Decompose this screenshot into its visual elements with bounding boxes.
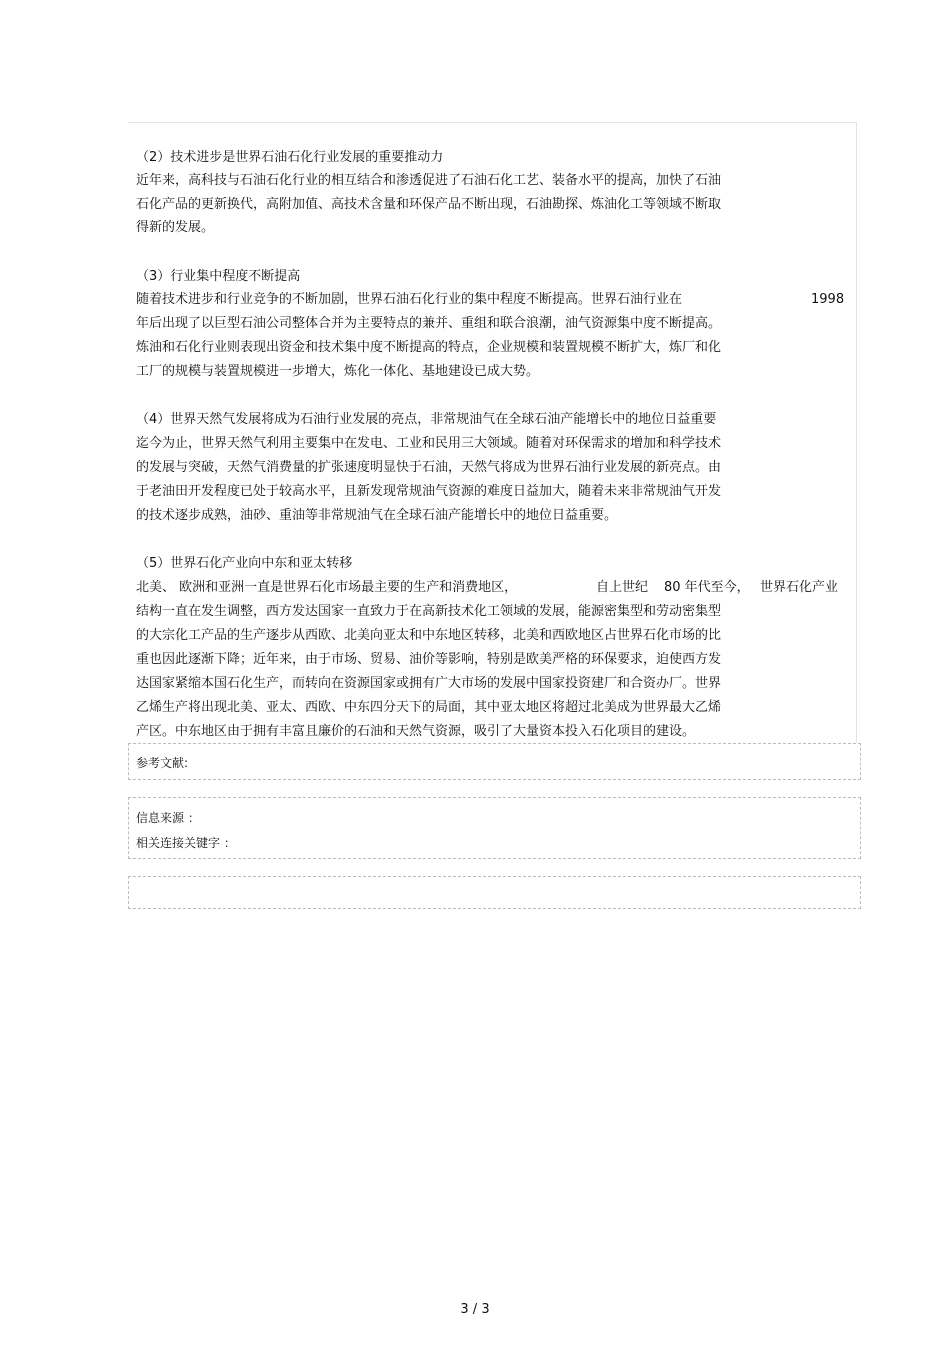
paragraph-line: 重也因此逐渐下降；近年来，由于市场、贸易、油价等影响，特别是欧美严格的环保要求，迫使西方发 <box>136 652 722 667</box>
paragraph-line: 北美、 欧洲和亚洲一直是世界石化市场最主要的生产和消费地区， <box>136 580 518 595</box>
references-label: 参考文献: <box>136 756 189 770</box>
paragraph-line: 的技术逐步成熟，油砂、重油等非常规油气在全球石油产能增长中的地位日益重要。 <box>136 508 618 523</box>
info-source-label: 信息来源 ： <box>136 811 200 825</box>
paragraph-line: 的发展与突破，天然气消费量的扩张速度明显快于石油，天然气将成为世界石油行业发展的新亮点。由 <box>136 460 722 475</box>
references-box <box>128 743 861 780</box>
paragraph-fragment: 世界石化产业 <box>760 580 839 595</box>
section-heading: （3）行业集中程度不断提高 <box>136 269 301 284</box>
paragraph-line: 迄今为止，世界天然气利用主要集中在发电、工业和民用三大领域。随着对环保需求的增加和科学技术 <box>136 436 722 451</box>
paragraph-line: 得新的发展。 <box>136 220 215 235</box>
year-text: 1998 <box>811 292 845 307</box>
paragraph-line: 结构一直在发生调整，西方发达国家一直致力于在高新技术化工领域的发展，能源密集型和劳动密集型 <box>136 604 722 619</box>
paragraph-line: 随着技术进步和行业竞争的不断加剧，世界石油石化行业的集中程度不断提高。世界石油行业在 <box>136 292 683 307</box>
paragraph-line: 于老油田开发程度已处于较高水平，且新发现常规油气资源的难度日益加大，随着未来非常规油气开发 <box>136 484 722 499</box>
paragraph-line: 工厂的规模与装置规模进一步增大，炼化一体化、基地建设已成大势。 <box>136 364 540 379</box>
paragraph-line: 产区。中东地区由于拥有丰富且廉价的石油和天然气资源，吸引了大量资本投入石化项目的建设。 <box>136 724 696 739</box>
paragraph-line: 乙烯生产将出现北美、亚太、西欧、中东四分天下的局面，其中亚太地区将超过北美成为世界最大乙烯 <box>136 700 722 715</box>
info-source-box <box>128 797 861 859</box>
paragraph-line: 石化产品的更新换代，高附加值、高技术含量和环保产品不断出现，石油勘探、炼油化工等领域不断取 <box>136 197 722 212</box>
paragraph-line: 的大宗化工产品的生产逐步从西欧、北美向亚太和中东地区转移，北美和西欧地区占世界石化市场的比 <box>136 628 722 643</box>
paragraph-fragment: 80 年代至今， <box>664 580 750 595</box>
keywords-label: 相关连接关键字 ： <box>136 836 236 850</box>
paragraph-line: 年后出现了以巨型石油公司整体合并为主要特点的兼并、重组和联合浪潮，油气资源集中度不断提高。 <box>136 316 722 331</box>
paragraph-fragment: 自上世纪 <box>596 580 649 595</box>
paragraph-line: 达国家紧缩本国石化生产，而转向在资源国家或拥有广大市场的发展中国家投资建厂和合资办厂。世界 <box>136 676 722 691</box>
paragraph-line: 近年来，高科技与石油石化行业的相互结合和渗透促进了石油石化工艺、装备水平的提高，加快了石油 <box>136 173 722 188</box>
content-frame <box>128 122 857 743</box>
empty-box <box>128 876 861 909</box>
section-heading: （4）世界天然气发展将成为石油行业发展的亮点，非常规油气在全球石油产能增长中的地位日益重要 <box>136 412 717 427</box>
paragraph-line: 炼油和石化行业则表现出资金和技术集中度不断提高的特点，企业规模和装置规模不断扩大，炼厂和化 <box>136 340 722 355</box>
section-heading: （5）世界石化产业向中东和亚太转移 <box>136 556 353 571</box>
page-indicator: 3 / 3 <box>460 1302 490 1317</box>
section-heading: （2）技术进步是世界石油石化行业发展的重要推动力 <box>136 150 444 165</box>
